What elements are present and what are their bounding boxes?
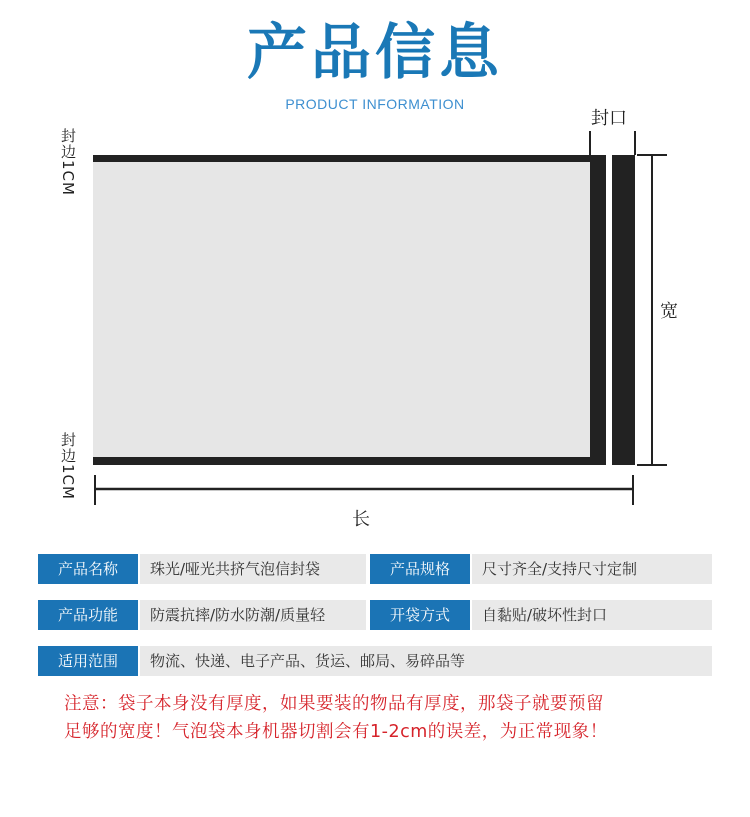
spec-label-product-function: 产品功能 [38,600,138,630]
notice [64,690,724,746]
width-label: 宽 [660,301,678,322]
page-subtitle: PRODUCT INFORMATION [285,96,465,112]
spec-label-product-name: 产品名称 [38,554,138,584]
page-title: 产品信息 [247,18,503,88]
top-seal-edge [93,155,590,162]
spec-label-opening-method: 开袋方式 [370,600,470,630]
spec-row [38,600,712,630]
spec-label-application: 适用范围 [38,646,138,676]
notice-line-2: 足够的宽度！气泡袋本身机器切割会有1-2cm的误差，为正常现象！ [64,722,608,742]
bottom-seal-edge [93,457,590,465]
bag-body [93,155,635,465]
spec-label-product-size: 产品规格 [370,554,470,584]
spec-value-product-function: 防震抗摔/防水防潮/质量轻 [140,600,366,630]
notice-line-1: 注意：袋子本身没有厚度，如果要装的物品有厚度，那袋子就要预留 [64,694,604,714]
bottom-edge-label: 封边1CM [59,432,77,500]
spec-value-product-size: 尺寸齐全/支持尺寸定制 [472,554,712,584]
seal-label: 封口 [591,108,627,129]
spec-value-product-name: 珠光/哑光共挤气泡信封袋 [140,554,366,584]
top-edge-label: 封边1CM [59,128,77,196]
spec-value-opening-method: 自黏贴/破坏性封口 [472,600,712,630]
spec-row [38,646,712,676]
spec-value-application: 物流、快递、电子产品、货运、邮局、易碎品等 [140,646,712,676]
seal-strip-outer [612,155,635,465]
spec-row [38,554,712,584]
seal-gap [606,155,612,465]
length-label: 长 [352,509,370,530]
seal-strip-inner [590,155,606,465]
